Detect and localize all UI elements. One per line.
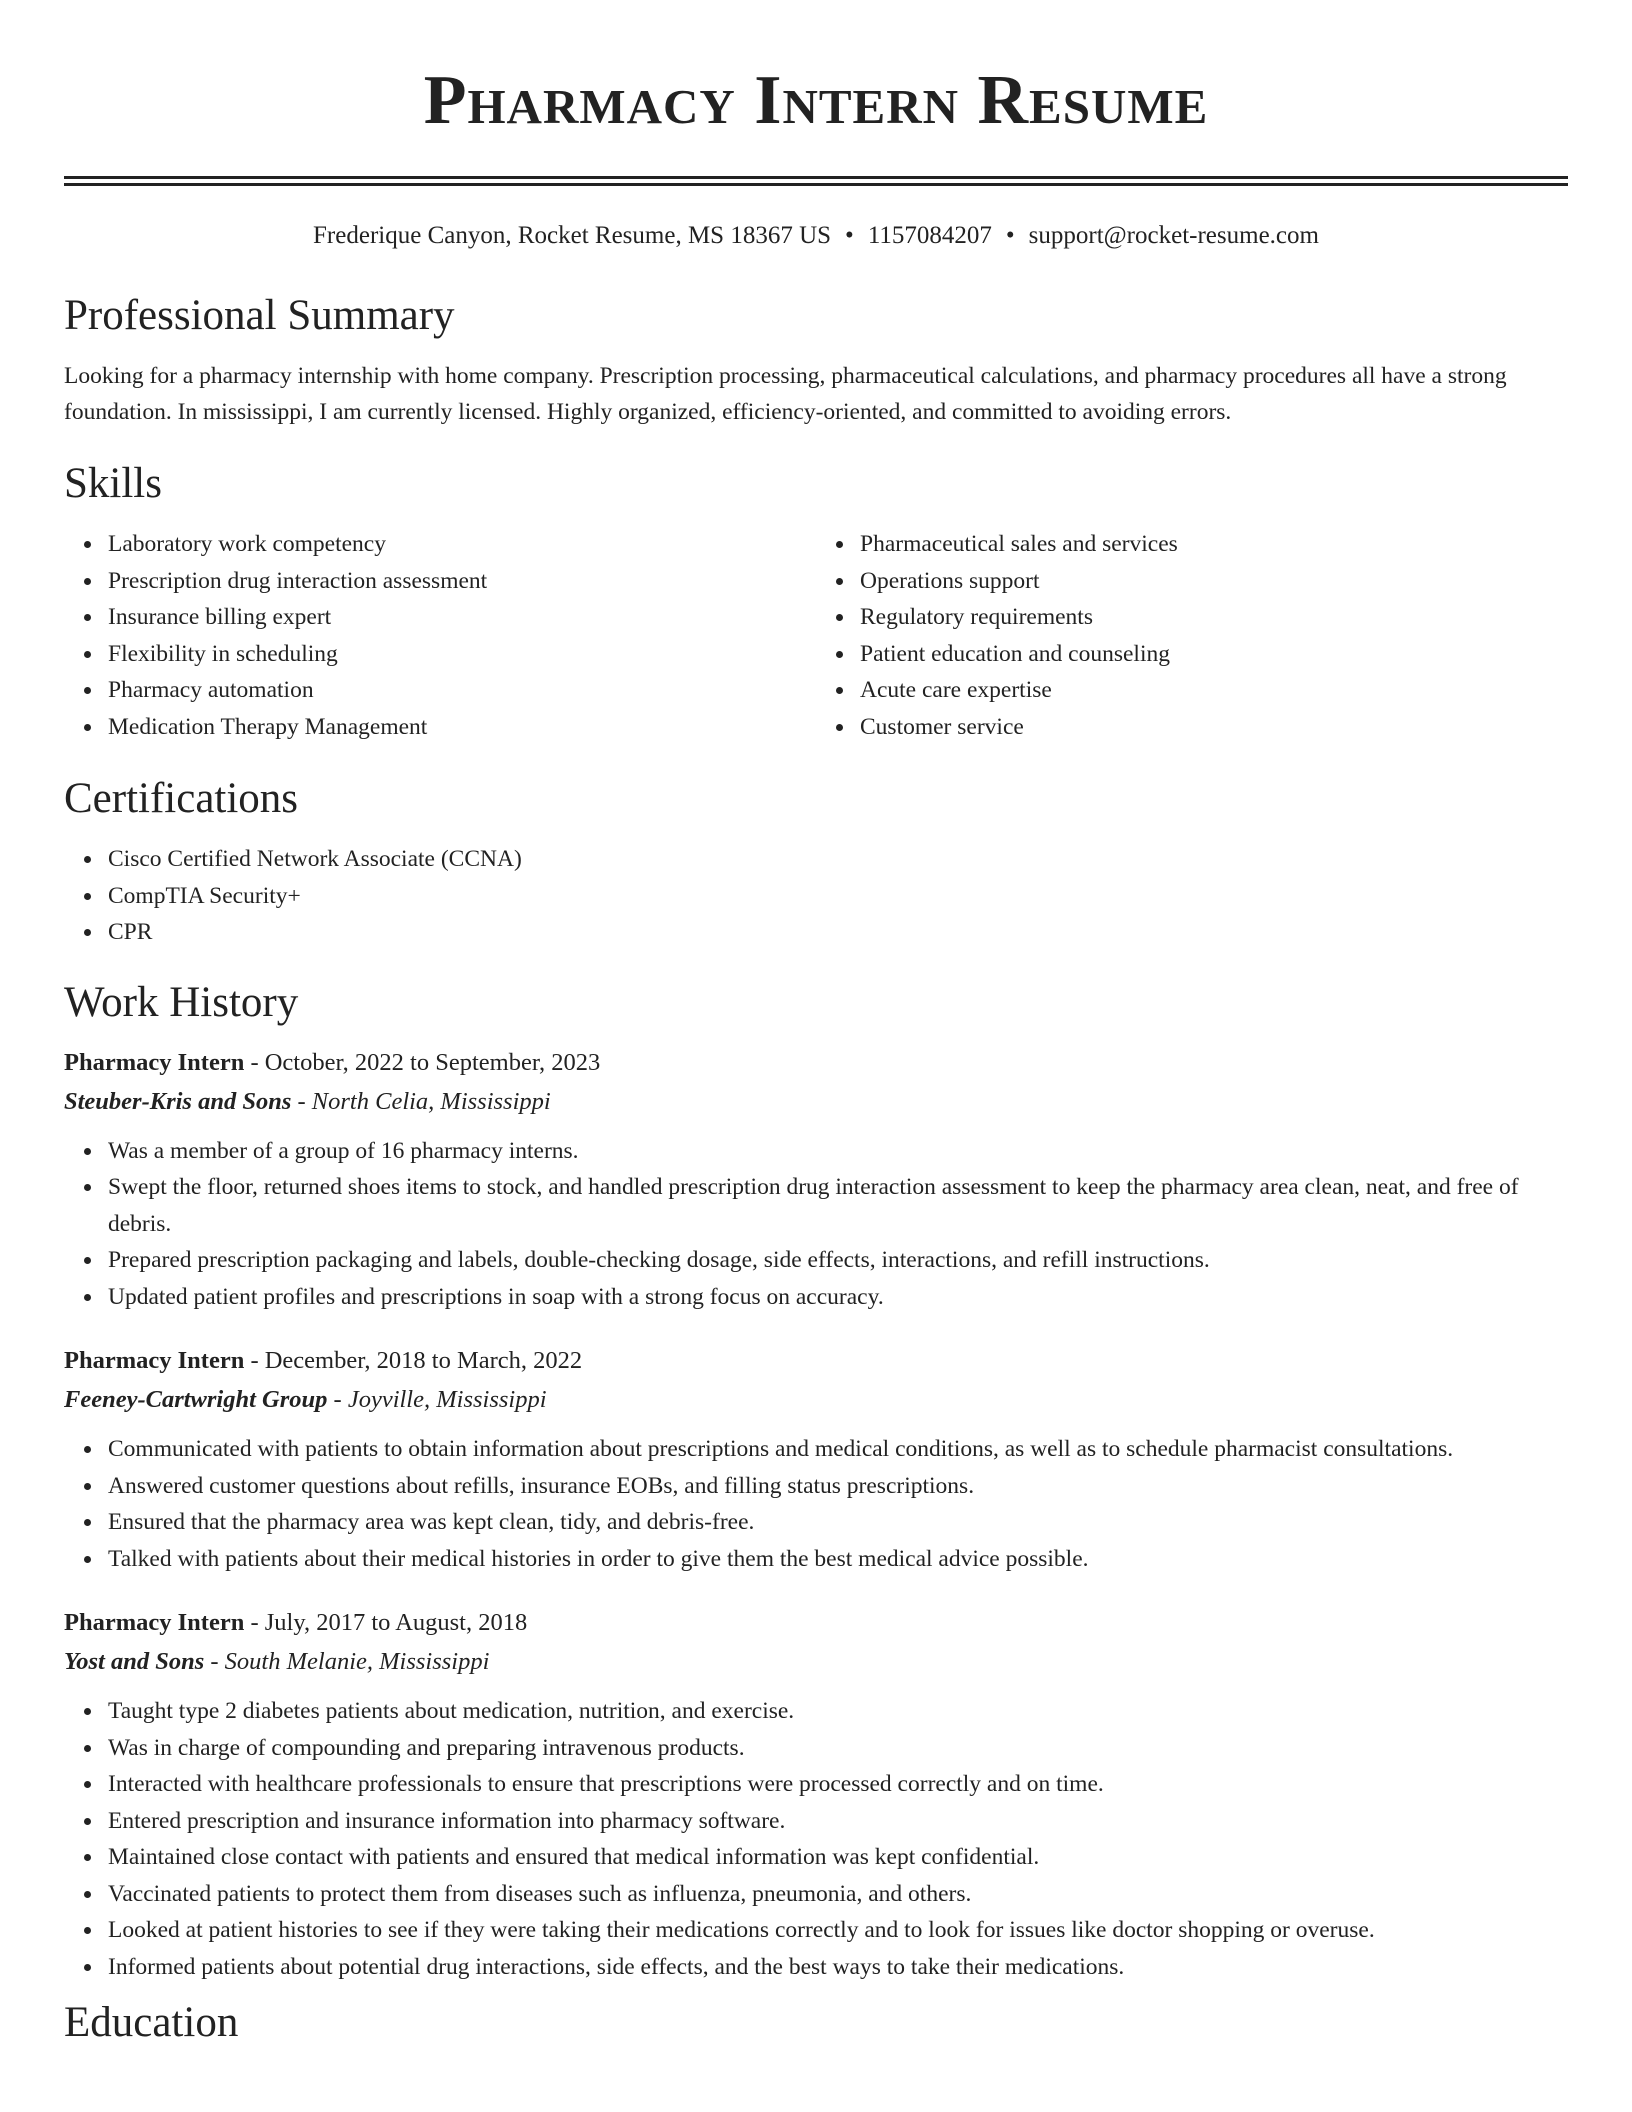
job-duty-item: Swept the floor, returned shoes items to stock, and handled prescription drug interaction assessment to keep the pharmacy area clean, neat, and free of debris. <box>108 1169 1568 1242</box>
job-duty-item: Talked with patients about their medical histories in order to give them the best medical advice possible. <box>108 1541 1568 1578</box>
job-duty-item: Updated patient profiles and prescriptions in soap with a strong focus on accuracy. <box>108 1279 1568 1316</box>
job-company: Feeney-Cartwright Group <box>64 1386 328 1413</box>
job-entry <box>64 1341 1568 1577</box>
contact-separator: • <box>845 222 854 249</box>
job-dates: - July, 2017 to August, 2018 <box>244 1609 528 1636</box>
job-duties-list <box>64 1133 1568 1316</box>
job-company: Yost and Sons <box>64 1648 205 1675</box>
skill-item: Prescription drug interaction assessment <box>108 563 816 600</box>
job-duty-item: Was a member of a group of 16 pharmacy interns. <box>108 1133 1568 1170</box>
job-duty-item: Prepared prescription packaging and labels, double-checking dosage, side effects, interactions, and refill instructions. <box>108 1242 1568 1279</box>
summary-text: Looking for a pharmacy internship with home company. Prescription processing, pharmaceutical calculations, and pharmacy procedures all have a strong foundation. In mississippi, I am currently licensed. Highly organized, efficiency-oriented, and committed to avoiding errors. <box>64 363 1507 425</box>
skills-list-right <box>816 526 1568 745</box>
contact-phone: 1157084207 <box>867 222 992 249</box>
job-company: Steuber-Kris and Sons <box>64 1087 292 1115</box>
job-duty-item: Was in charge of compounding and preparing intravenous products. <box>108 1730 1568 1767</box>
job-duties-list <box>64 1693 1568 1985</box>
job-company-line <box>64 1643 1568 1681</box>
education-heading: Education <box>64 1999 239 2046</box>
job-duty-item: Taught type 2 diabetes patients about medication, nutrition, and exercise. <box>108 1693 1568 1730</box>
certifications-heading: Certifications <box>64 775 299 822</box>
skills-list-left <box>64 526 816 745</box>
job-title-line <box>64 1043 1568 1083</box>
job-dates: - October, 2022 to September, 2023 <box>244 1048 601 1076</box>
job-entry <box>64 1043 1568 1316</box>
contact-separator: • <box>1005 222 1015 249</box>
job-role: Pharmacy Intern <box>64 1609 245 1636</box>
job-duty-item: Informed patients about potential drug interactions, side effects, and the best ways to take their medications. <box>108 1949 1568 1986</box>
job-title-line <box>64 1603 1568 1643</box>
job-entry <box>64 1603 1568 1985</box>
job-company-line <box>64 1381 1568 1419</box>
job-role: Pharmacy Intern <box>64 1347 245 1374</box>
skill-item: Pharmaceutical sales and services <box>860 526 1568 563</box>
job-duty-item: Communicated with patients to obtain information about prescriptions and medical conditions, as well as to schedule pharmacist consultations. <box>108 1431 1568 1468</box>
skill-item: Operations support <box>860 563 1568 600</box>
job-company-line <box>64 1083 1568 1121</box>
contact-line <box>64 218 1568 254</box>
job-location: - North Celia, Mississippi <box>291 1087 551 1115</box>
job-duty-item: Ensured that the pharmacy area was kept clean, tidy, and debris-free. <box>108 1504 1568 1541</box>
skill-item: Regulatory requirements <box>860 599 1568 636</box>
skill-item: Laboratory work competency <box>108 526 816 563</box>
skill-item: Customer service <box>860 709 1568 746</box>
job-duty-item: Entered prescription and insurance information into pharmacy software. <box>108 1803 1568 1840</box>
certification-item: Cisco Certified Network Associate (CCNA) <box>108 841 1568 878</box>
job-location: - South Melanie, Mississippi <box>204 1648 490 1675</box>
certification-item: CPR <box>108 914 1568 951</box>
contact-address: Frederique Canyon, Rocket Resume, MS 18367 US <box>313 222 832 249</box>
contact-email: support@rocket-resume.com <box>1028 222 1319 249</box>
job-title-line <box>64 1341 1568 1381</box>
skill-item: Flexibility in scheduling <box>108 636 816 673</box>
job-dates: - December, 2018 to March, 2022 <box>244 1347 583 1374</box>
skill-item: Insurance billing expert <box>108 599 816 636</box>
job-duty-item: Answered customer questions about refills, insurance EOBs, and filling status prescriptions. <box>108 1468 1568 1505</box>
skill-item: Medication Therapy Management <box>108 709 816 746</box>
work-history-heading: Work History <box>64 978 299 1026</box>
resume-title: Pharmacy Intern Resume <box>423 62 1209 139</box>
skills-heading: Skills <box>64 460 162 507</box>
skills-columns <box>64 526 1568 745</box>
job-duties-list <box>64 1431 1568 1577</box>
job-duty-item: Vaccinated patients to protect them from diseases such as influenza, pneumonia, and others. <box>108 1876 1568 1913</box>
job-location: - Joyville, Mississippi <box>327 1386 547 1413</box>
title-double-rule <box>64 176 1568 186</box>
job-duty-item: Maintained close contact with patients and ensured that medical information was kept confidential. <box>108 1839 1568 1876</box>
job-duty-item: Looked at patient histories to see if they were taking their medications correctly and to look for issues like doctor shopping or overuse. <box>108 1912 1568 1949</box>
job-role: Pharmacy Intern <box>64 1048 245 1076</box>
summary-heading: Professional Summary <box>64 292 455 339</box>
certifications-list <box>64 841 1568 951</box>
skill-item: Pharmacy automation <box>108 672 816 709</box>
certification-item: CompTIA Security+ <box>108 878 1568 915</box>
skill-item: Acute care expertise <box>860 672 1568 709</box>
job-duty-item: Interacted with healthcare professionals to ensure that prescriptions were processed correctly and on time. <box>108 1766 1568 1803</box>
skill-item: Patient education and counseling <box>860 636 1568 673</box>
